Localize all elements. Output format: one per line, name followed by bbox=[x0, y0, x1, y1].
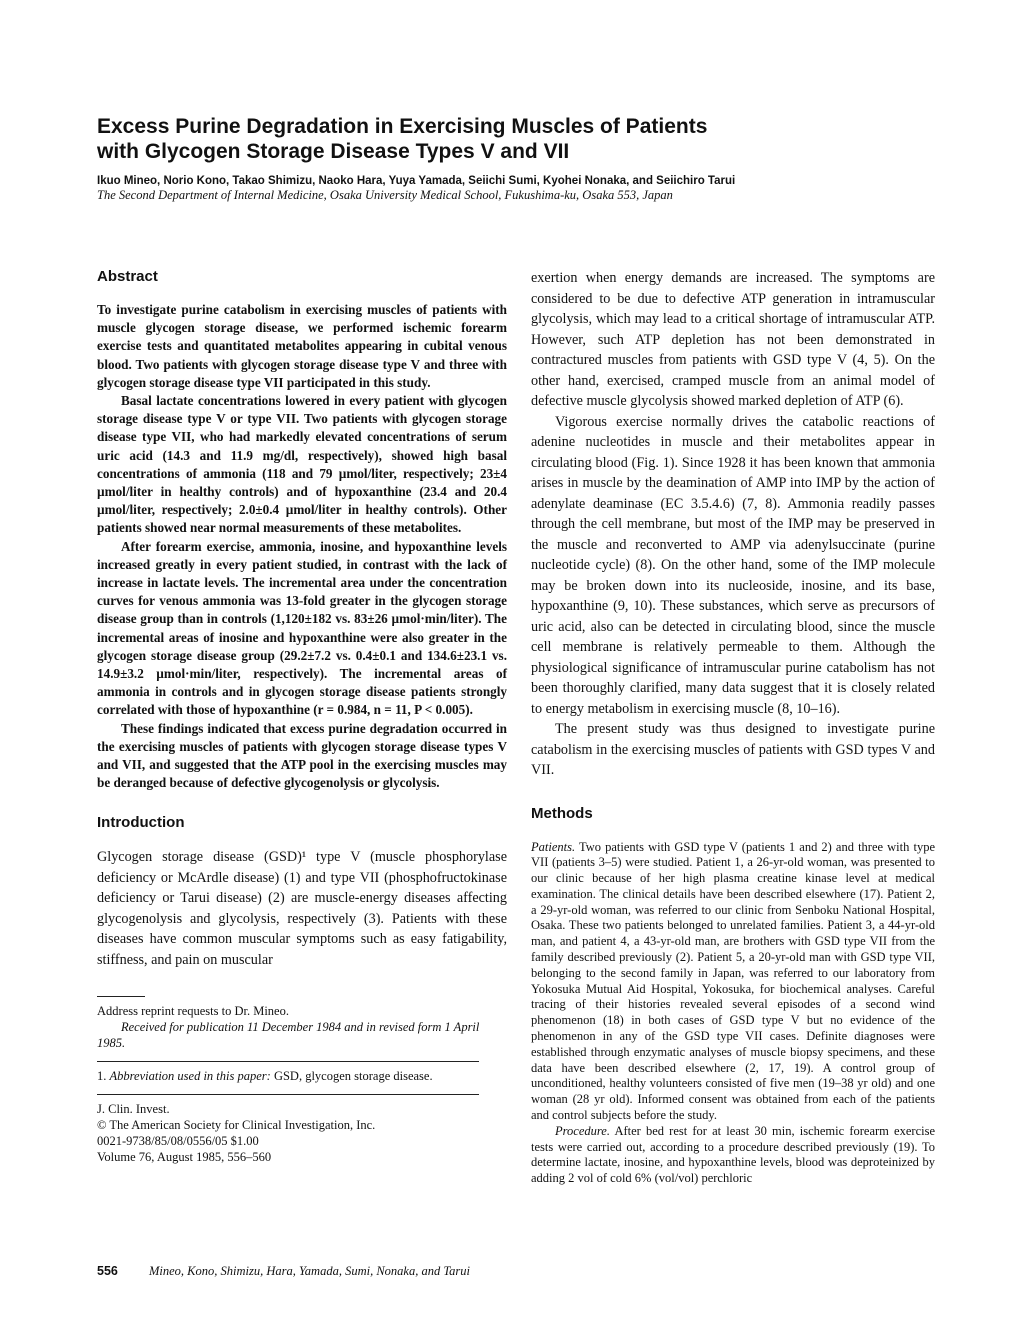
procedure-text: After bed rest for at least 30 min, ischemic forearm exercise tests were carried out, according to a procedure described previously (19). To determine lactate, inosine, and hypoxanthine levels, blood was deproteinized by adding 2 vol of cold 6% (vol/vol) perchloric bbox=[531, 1123, 935, 1186]
abstract-paragraph: After forearm exercise, ammonia, inosine, and hypoxanthine levels increased greatly in every patient studied, in contrast with the lack of increase in lactate levels. The incremental area under the concentration curves for venous ammonia was 13-fold greater in the glycogen storage disease group than in controls (1,120±182 vs. 83±26 µmol·min/liter). The incremental areas of inosine and hypoxanthine were also greater in the glycogen storage disease group (29.2±7.2 vs. 0.4±0.1 and 134.6±23.1 vs. 14.9±3.2 µmol·min/liter, respectively). The incremental areas of ammonia in controls and in glycogen storage disease patients strongly correlated with those of hypoxanthine (r = 0.984, n = 11, P < 0.005). bbox=[97, 538, 507, 718]
footnote-divider bbox=[97, 1094, 479, 1095]
received-note: Received for publication 11 December 1984 and in revised form 1 April 1985. bbox=[97, 1020, 480, 1051]
introduction-heading: Introduction bbox=[97, 814, 185, 832]
abstract-section bbox=[97, 268, 507, 792]
author-list: Ikuo Mineo, Norio Kono, Takao Shimizu, Naoko Hara, Yuya Yamada, Seiichi Sumi, Kyohei Nonaka, and Seiichiro Tarui bbox=[97, 175, 736, 187]
patients-text: Two patients with GSD type V (patients 1 and 2) and three with type VII (patients 3–5) were studied. Patient 1, a 26-yr-old woman, was presented to our clinic because of her high plasma creatine kinase level at medical examination. The clinical details have been described elsewhere (17). Patient 2, a 29-yr-old woman, was referred to our clinic from Senboku National Hospital, Osaka. These two patients belonged to unrelated families. Patient 3, a 44-yr-old man, and patient 4, a 43-yr-old man, are brothers with GSD type VII from the family described previously (2). Patient 5, a 20-yr-old man with GSD type VII, belonging to the second family in Japan, was referred to our laboratory from Yokosuka Mutual Aid Hospital, Yokosuka, for biochemical analyses. Careful tracing of their histories revealed several episodes of a second wind phenomenon (18) in both cases of GSD type V but no evidence of the phenomenon in any of the GSD type VII cases. Definite diagnoses were established through enzymatic analyses of muscle biopsy specimens, and these data have been described elsewhere (2, 17, 19). A control group of unconditioned, healthy volunteers consisted of five men (19–38 yr old) and one woman (28 yr old). Informed consent was obtained from each of the patients and control subjects before the study. bbox=[531, 839, 935, 1123]
affiliation: The Second Department of Internal Medicine, Osaka University Medical School, Fukushima-ku, Osaka 553, Japan bbox=[97, 188, 673, 202]
methods-section bbox=[531, 805, 935, 1188]
volume-line: Volume 76, August 1985, 556–560 bbox=[97, 1150, 272, 1165]
issn-line: 0021-9738/85/08/0556/05 $1.00 bbox=[97, 1134, 259, 1149]
footnote-number: 1. bbox=[97, 1069, 110, 1084]
article-header bbox=[97, 114, 957, 203]
abstract-paragraph: These findings indicated that excess purine degradation occurred in the exercising muscles of patients with glycogen storage disease types V and VII, and suggested that the ATP pool in the exercising muscles may be deranged because of defective glycogenolysis or glycolysis. bbox=[97, 720, 507, 791]
introduction-section bbox=[97, 814, 507, 970]
procedure-label: Procedure. bbox=[555, 1123, 610, 1138]
abbreviation-footnote bbox=[97, 1068, 507, 1084]
reprint-note: Address reprint requests to Dr. Mineo. bbox=[97, 1004, 289, 1019]
page-footer bbox=[97, 1264, 470, 1279]
page-number: 556 bbox=[97, 1264, 118, 1278]
article-title bbox=[97, 114, 957, 164]
journal-name: J. Clin. Invest. bbox=[97, 1102, 170, 1117]
running-authors: Mineo, Kono, Shimizu, Hara, Yamada, Sumi, Nonaka, and Tarui bbox=[148, 1264, 470, 1278]
introduction-paragraph: exertion when energy demands are increased. The symptoms are considered to be due to defective ATP generation in intramuscular glycolysis, which may lead to a critical shortage of intramuscular ATP. However, such ATP depletion has not been demonstrated in contractured muscles from patients with GSD type V (4, 5). On the other hand, exercised, cramped muscle from an animal model of defective muscle glycolysis showed marked depletion of ATP (6). bbox=[531, 270, 935, 409]
patients-label: Patients. bbox=[531, 839, 576, 854]
methods-paragraph bbox=[531, 1124, 935, 1187]
introduction-paragraph: Vigorous exercise normally drives the catabolic reactions of adenine nucleotides in muscle and their metabolites appear in circulating blood (Fig. 1). Since 1928 it has been known that ammonia arises in muscle by the deamination of AMP into IMP by the action of adenylate deaminase (EC 3.5.4.6) (7, 8). Ammonia readily passes through the cell membrane, but most of the IMP may be preserved in the muscle and reconverted to AMP via adenylsuccinate (purine nucleotide cycle) (8). On the other hand, some of the IMP molecule may be broken down into its nucleoside, inosine, and its base, hypoxanthine (9, 10). These substances, which serve as precursors of uric acid, also can be detected in circulating blood, since the muscle cell membrane is relatively permeable to them. Although the physiological significance of intramuscular purine catabolism has not been thoroughly clarified, many data suggest that it is closely related to energy metabolism in exercising muscle (8, 10–16). bbox=[531, 413, 935, 717]
introduction-paragraph: Glycogen storage disease (GSD)¹ type V (muscle phosphorylase deficiency or McArdle disease) (1) and type VII (phosphofructokinase deficiency or Tarui disease) (2) are muscle-energy diseases affecting glycogenolysis and glycolysis, respectively (3). Patients with these diseases have common muscular symptoms such as easy fatigability, stiffness, and pain on muscular bbox=[97, 849, 507, 968]
methods-heading: Methods bbox=[531, 804, 593, 822]
title-line-2: with Glycogen Storage Disease Types V and VII bbox=[97, 140, 570, 163]
right-column bbox=[531, 268, 935, 1187]
copyright-line: © The American Society for Clinical Investigation, Inc. bbox=[97, 1118, 376, 1133]
footnote-divider bbox=[97, 1061, 479, 1062]
abstract-paragraph: Basal lactate concentrations lowered in every patient with glycogen storage disease type V or type VII. Two patients with glycogen storage disease type VII, who had markedly elevated concentrations of serum uric acid (14.3 and 11.9 mg/dl, respectively), showed high basal concentrations of ammonia (118 and 79 µmol/liter, respectively; 23±4 µmol/liter in healthy controls) and of hypoxanthine (23.4 and 20.4 µmol/liter, respectively; 2.0±0.4 µmol/liter in healthy controls). Other patients showed near normal measurements of these metabolites. bbox=[97, 393, 507, 536]
introduction-continued bbox=[531, 268, 935, 781]
introduction-paragraph: The present study was thus designed to investigate purine catabolism in the exercising muscles of patients with GSD types V and VII. bbox=[531, 721, 935, 778]
methods-paragraph bbox=[531, 840, 935, 1124]
footnotes bbox=[97, 996, 507, 1165]
left-column bbox=[97, 268, 507, 1165]
abstract-paragraph: To investigate purine catabolism in exercising muscles of patients with muscle glycogen storage disease, we performed ischemic forearm exercise tests and quantitated metabolites appearing in cubital venous blood. Two patients with glycogen storage disease type V and three with glycogen storage disease type VII participated in this study. bbox=[97, 302, 507, 390]
abbreviation-label: Abbreviation used in this paper: bbox=[109, 1069, 271, 1084]
footnote-divider bbox=[97, 996, 145, 997]
abstract-heading: Abstract bbox=[97, 268, 158, 285]
abbreviation-text: GSD, glycogen storage disease. bbox=[270, 1069, 433, 1084]
title-line-1: Excess Purine Degradation in Exercising Muscles of Patients bbox=[97, 115, 708, 138]
